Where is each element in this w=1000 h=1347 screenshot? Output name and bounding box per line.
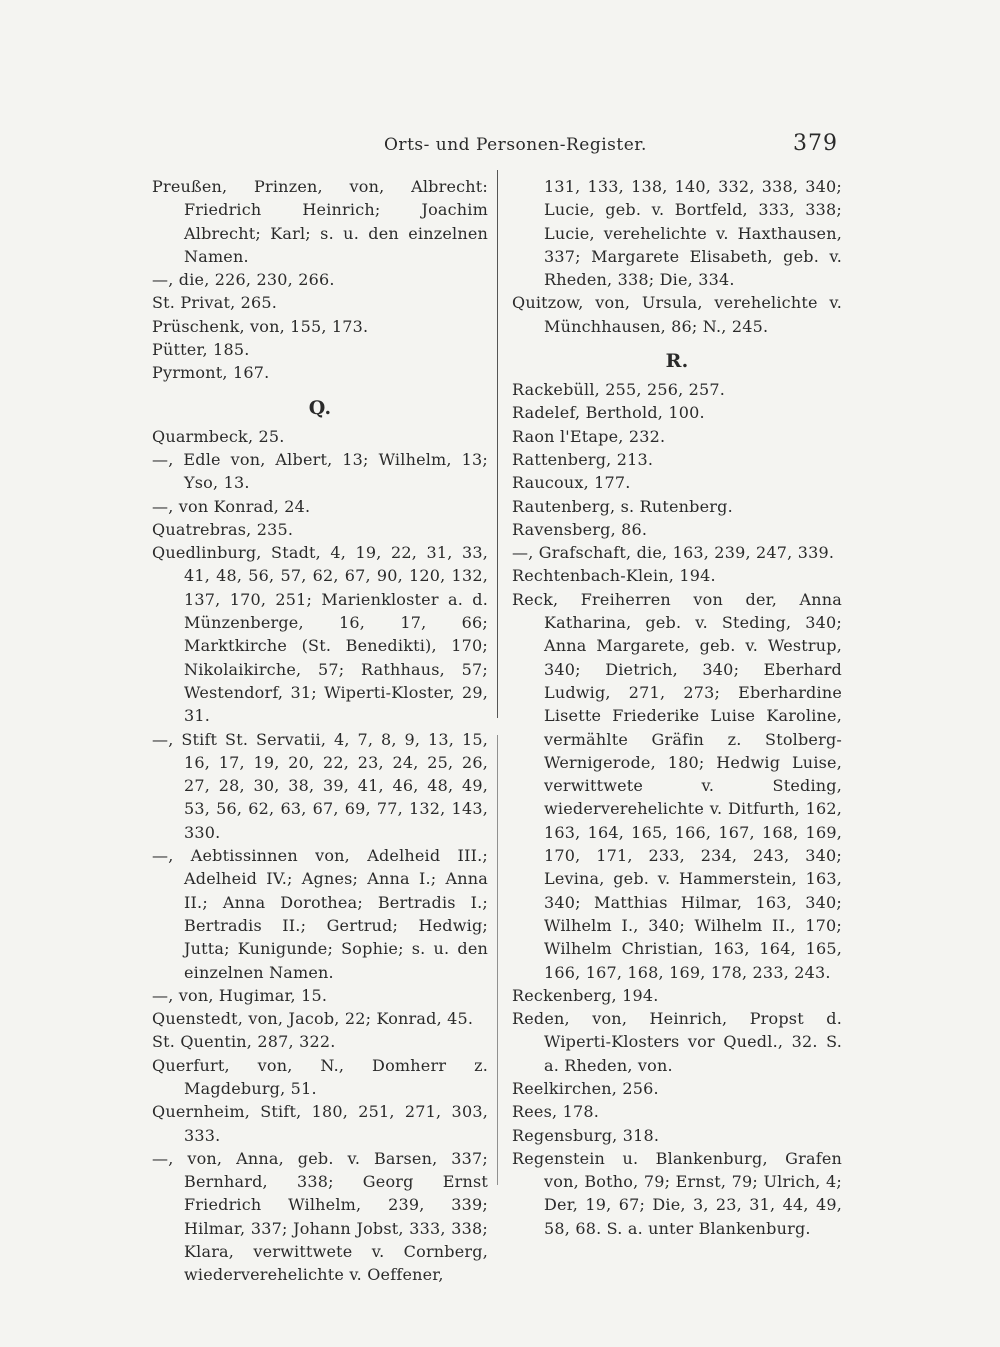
index-entry: Quernheim, Stift, 180, 251, 271, 303, 333.	[152, 1102, 488, 1145]
index-entry: Raon l'Etape, 232.	[512, 426, 666, 446]
index-entry: Pyrmont, 167.	[152, 363, 270, 383]
index-entry: Querfurt, von, N., Domherr z. Magdeburg, 51.	[152, 1055, 488, 1098]
index-entry: Rees, 178.	[512, 1102, 599, 1122]
index-entry: Regensburg, 318.	[512, 1125, 660, 1145]
index-entry-continued: 131, 133, 138, 140, 332, 338, 340; Lucie, geb. v. Bortfeld, 333, 338; Lucie, verehelichte v. Haxthausen, 337; Margarete Elisabeth, geb. v. Rheden, 338; Die, 334.	[544, 177, 842, 290]
section-heading-r: R.	[665, 350, 689, 373]
index-entry: Ravensberg, 86.	[512, 519, 648, 539]
index-entry: Preußen, Prinzen, von, Albrecht: Friedrich Heinrich; Joachim Albrecht; Karl; s. u. den einzelnen Namen.	[152, 177, 488, 266]
right-column	[512, 175, 842, 1240]
index-entry: Radelef, Berthold, 100.	[512, 403, 705, 423]
index-entry: —, von, Anna, geb. v. Barsen, 337; Bernhard, 338; Georg Ernst Friedrich Wilhelm, 239, 339; Hilmar, 337; Johann Jobst, 333, 338; Klara, verwittwete v. Cornberg, wiederverehelichte v. Oeffener,	[152, 1148, 488, 1285]
index-entry: —, von Konrad, 24.	[152, 496, 311, 516]
index-entry: Rattenberg, 213.	[512, 449, 654, 469]
section-heading-q: Q.	[308, 396, 332, 419]
index-entry: Quitzow, von, Ursula, verehelichte v. Münchhausen, 86; N., 245.	[512, 293, 842, 336]
index-entry: Reden, von, Heinrich, Propst d. Wiperti-Klosters vor Quedl., 32. S. a. Rheden, von.	[512, 1009, 842, 1075]
index-entry: —, von, Hugimar, 15.	[152, 985, 328, 1005]
index-entry: Rautenberg, s. Rutenberg.	[512, 496, 733, 516]
index-entry: Pütter, 185.	[152, 340, 250, 360]
index-entry: Raucoux, 177.	[512, 473, 631, 493]
index-entry: Regenstein u. Blankenburg, Grafen von, Botho, 79; Ernst, 79; Ulrich, 4; Der, 19, 67; Die, 3, 23, 31, 44, 49, 58, 68. S. a. unter Blankenburg.	[512, 1148, 842, 1238]
page-number: 379	[793, 131, 838, 156]
index-entry: St. Quentin, 287, 322.	[152, 1032, 336, 1052]
index-entry: Quenstedt, von, Jacob, 22; Konrad, 45.	[152, 1009, 474, 1029]
index-entry: Reck, Freiherren von der, Anna Katharina, geb. v. Steding, 340; Anna Margarete, geb. v. Westrup, 340; Dietrich, 340; Eberhard Ludwig, 271, 273; Eberhardine Lisette Friederike Luise Karoline, vermählte Gräfin z. Stolberg-Wernigerode, 180; Hedwig Luise, verwittwete v. Steding, wiederverehelichte v. Ditfurth, 162, 163, 164, 165, 166, 167, 168, 169, 170, 171, 233, 234, 243, 340; Levina, geb. v. Hammerstein, 163, 340; Matthias Hilmar, 163, 340; Wilhelm I., 340; Wilhelm II., 170; Wilhelm Christian, 163, 164, 165, 166, 167, 168, 169, 178, 233, 243.	[512, 589, 842, 982]
index-entry: —, Aebtissinnen von, Adelheid III.; Adelheid IV.; Agnes; Anna I.; Anna II.; Anna Dorothea; Bertradis I.; Bertradis II.; Gertrud; Hedwig; Jutta; Kunigunde; Sophie; s. u. den einzelnen Namen.	[152, 846, 488, 982]
index-entry: Rackebüll, 255, 256, 257.	[512, 380, 726, 400]
index-entry: —, Grafschaft, die, 163, 239, 247, 339.	[512, 543, 835, 563]
index-entry: —, die, 226, 230, 266.	[152, 270, 335, 290]
left-column	[152, 175, 488, 1287]
index-entry: Reckenberg, 194.	[512, 985, 659, 1005]
index-entry: Reelkirchen, 256.	[512, 1078, 659, 1098]
page-header	[0, 131, 1000, 165]
index-entry: St. Privat, 265.	[152, 293, 278, 313]
index-entry: Quedlinburg, Stadt, 4, 19, 22, 31, 33, 41, 48, 56, 57, 62, 67, 90, 120, 132, 137, 170, 251; Marienkloster a. d. Münzenberge, 16, 17, 66; Marktkirche (St. Benedikti), 170; Nikolaikirche, 57; Rathhaus, 57; Westendorf, 31; Wiperti-Kloster, 29, 31.	[152, 543, 488, 726]
index-entry: Quarmbeck, 25.	[152, 426, 285, 446]
column-divider	[497, 170, 498, 718]
running-title: Orts- und Personen-Register.	[384, 135, 647, 155]
index-entry: —, Stift St. Servatii, 4, 7, 8, 9, 13, 15, 16, 17, 19, 20, 22, 23, 24, 25, 26, 27, 28, 30, 38, 39, 41, 46, 48, 49, 53, 56, 62, 63, 67, 69, 77, 132, 143, 330.	[152, 729, 488, 842]
column-divider-lower	[497, 735, 498, 1185]
index-entry: Rechtenbach-Klein, 194.	[512, 566, 716, 586]
index-entry: —, Edle von, Albert, 13; Wilhelm, 13; Yso, 13.	[152, 449, 488, 493]
index-entry: Prüschenk, von, 155, 173.	[152, 316, 369, 336]
index-entry: Quatrebras, 235.	[152, 519, 294, 539]
